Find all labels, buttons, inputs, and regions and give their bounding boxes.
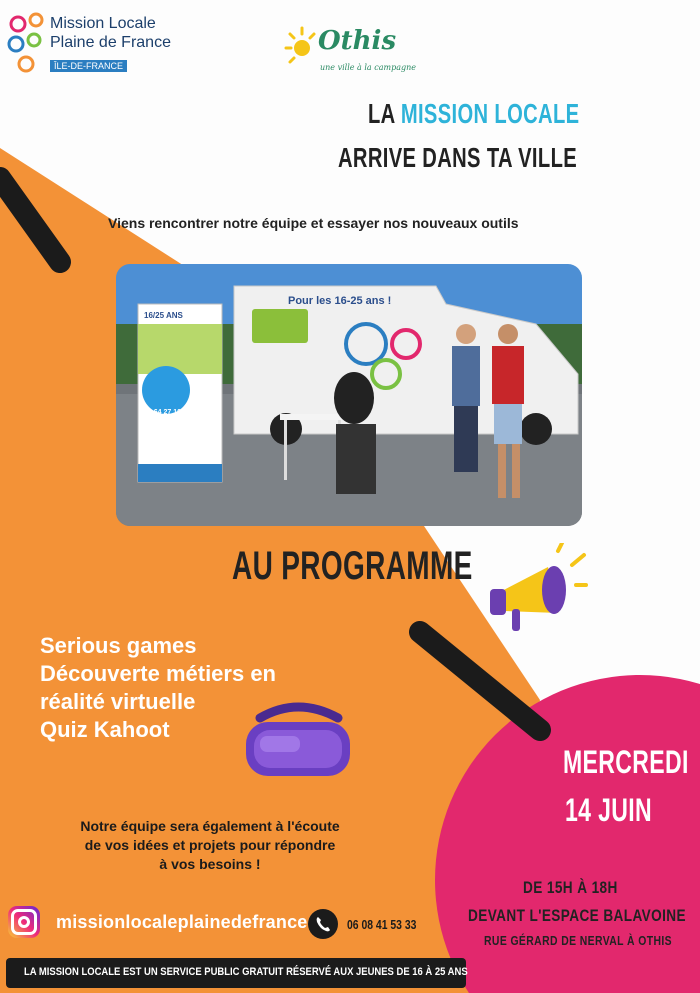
rollup-phone: 01 64 27 16 16 — [144, 409, 191, 416]
event-photo — [116, 264, 582, 526]
program-title: AU PROGRAMME — [232, 544, 473, 588]
headline-line1 — [368, 98, 579, 130]
event-place: DEVANT L'ESPACE BALAVOINE — [468, 906, 687, 925]
subtitle: Viens rencontrer notre équipe et essayer nos nouveaux outils — [108, 215, 519, 231]
van-banner-text: Pour les 16-25 ans ! — [288, 295, 392, 307]
headline-accent: MISSION LOCALE — [400, 98, 580, 129]
logo-region: ÎLE-DE-FRANCE — [50, 60, 127, 72]
instagram-handle[interactable]: missionlocaleplainedefrance — [56, 912, 308, 932]
footer-text: LA MISSION LOCALE EST UN SERVICE PUBLIC GRATUIT RÉSERVÉ AUX JEUNES DE 16 À 25 ANS — [24, 966, 468, 978]
activity-item: Découverte métiers en — [40, 661, 276, 686]
photo-illustration — [116, 264, 582, 526]
headline-prefix: LA — [368, 98, 401, 129]
mission-locale-logo-text — [50, 14, 171, 52]
listening-line: de vos idées et projets pour répondre — [84, 837, 336, 853]
phone-icon — [308, 909, 338, 939]
megaphone-icon — [488, 543, 588, 635]
event-address: RUE GÉRARD DE NERVAL À OTHIS — [484, 933, 673, 948]
othis-sun-icon — [280, 22, 320, 70]
event-time: DE 15H À 18H — [523, 878, 618, 897]
headline-line2: ARRIVE DANS TA VILLE — [338, 142, 578, 173]
mission-locale-logo-icon — [6, 8, 48, 80]
vr-headset-icon — [240, 700, 356, 784]
logo-line1: Mission Locale — [50, 15, 156, 32]
rollup-text: 16/25 ANS — [144, 311, 183, 320]
event-day: MERCREDI — [563, 744, 689, 780]
othis-logo-name: Othis — [318, 26, 397, 56]
othis-logo-tagline: une ville à la campagne — [320, 63, 416, 72]
activity-item: réalité virtuelle — [40, 689, 196, 714]
event-date: 14 JUIN — [565, 792, 653, 828]
listening-line: à vos besoins ! — [159, 856, 261, 872]
activity-item: Quiz Kahoot — [40, 717, 170, 742]
activity-item: Serious games — [40, 633, 197, 658]
listening-line: Notre équipe sera également à l'écoute — [80, 818, 340, 834]
logo-line2: Plaine de France — [50, 34, 171, 51]
instagram-icon[interactable] — [8, 906, 40, 938]
phone-number[interactable]: 06 08 41 53 33 — [347, 917, 417, 932]
